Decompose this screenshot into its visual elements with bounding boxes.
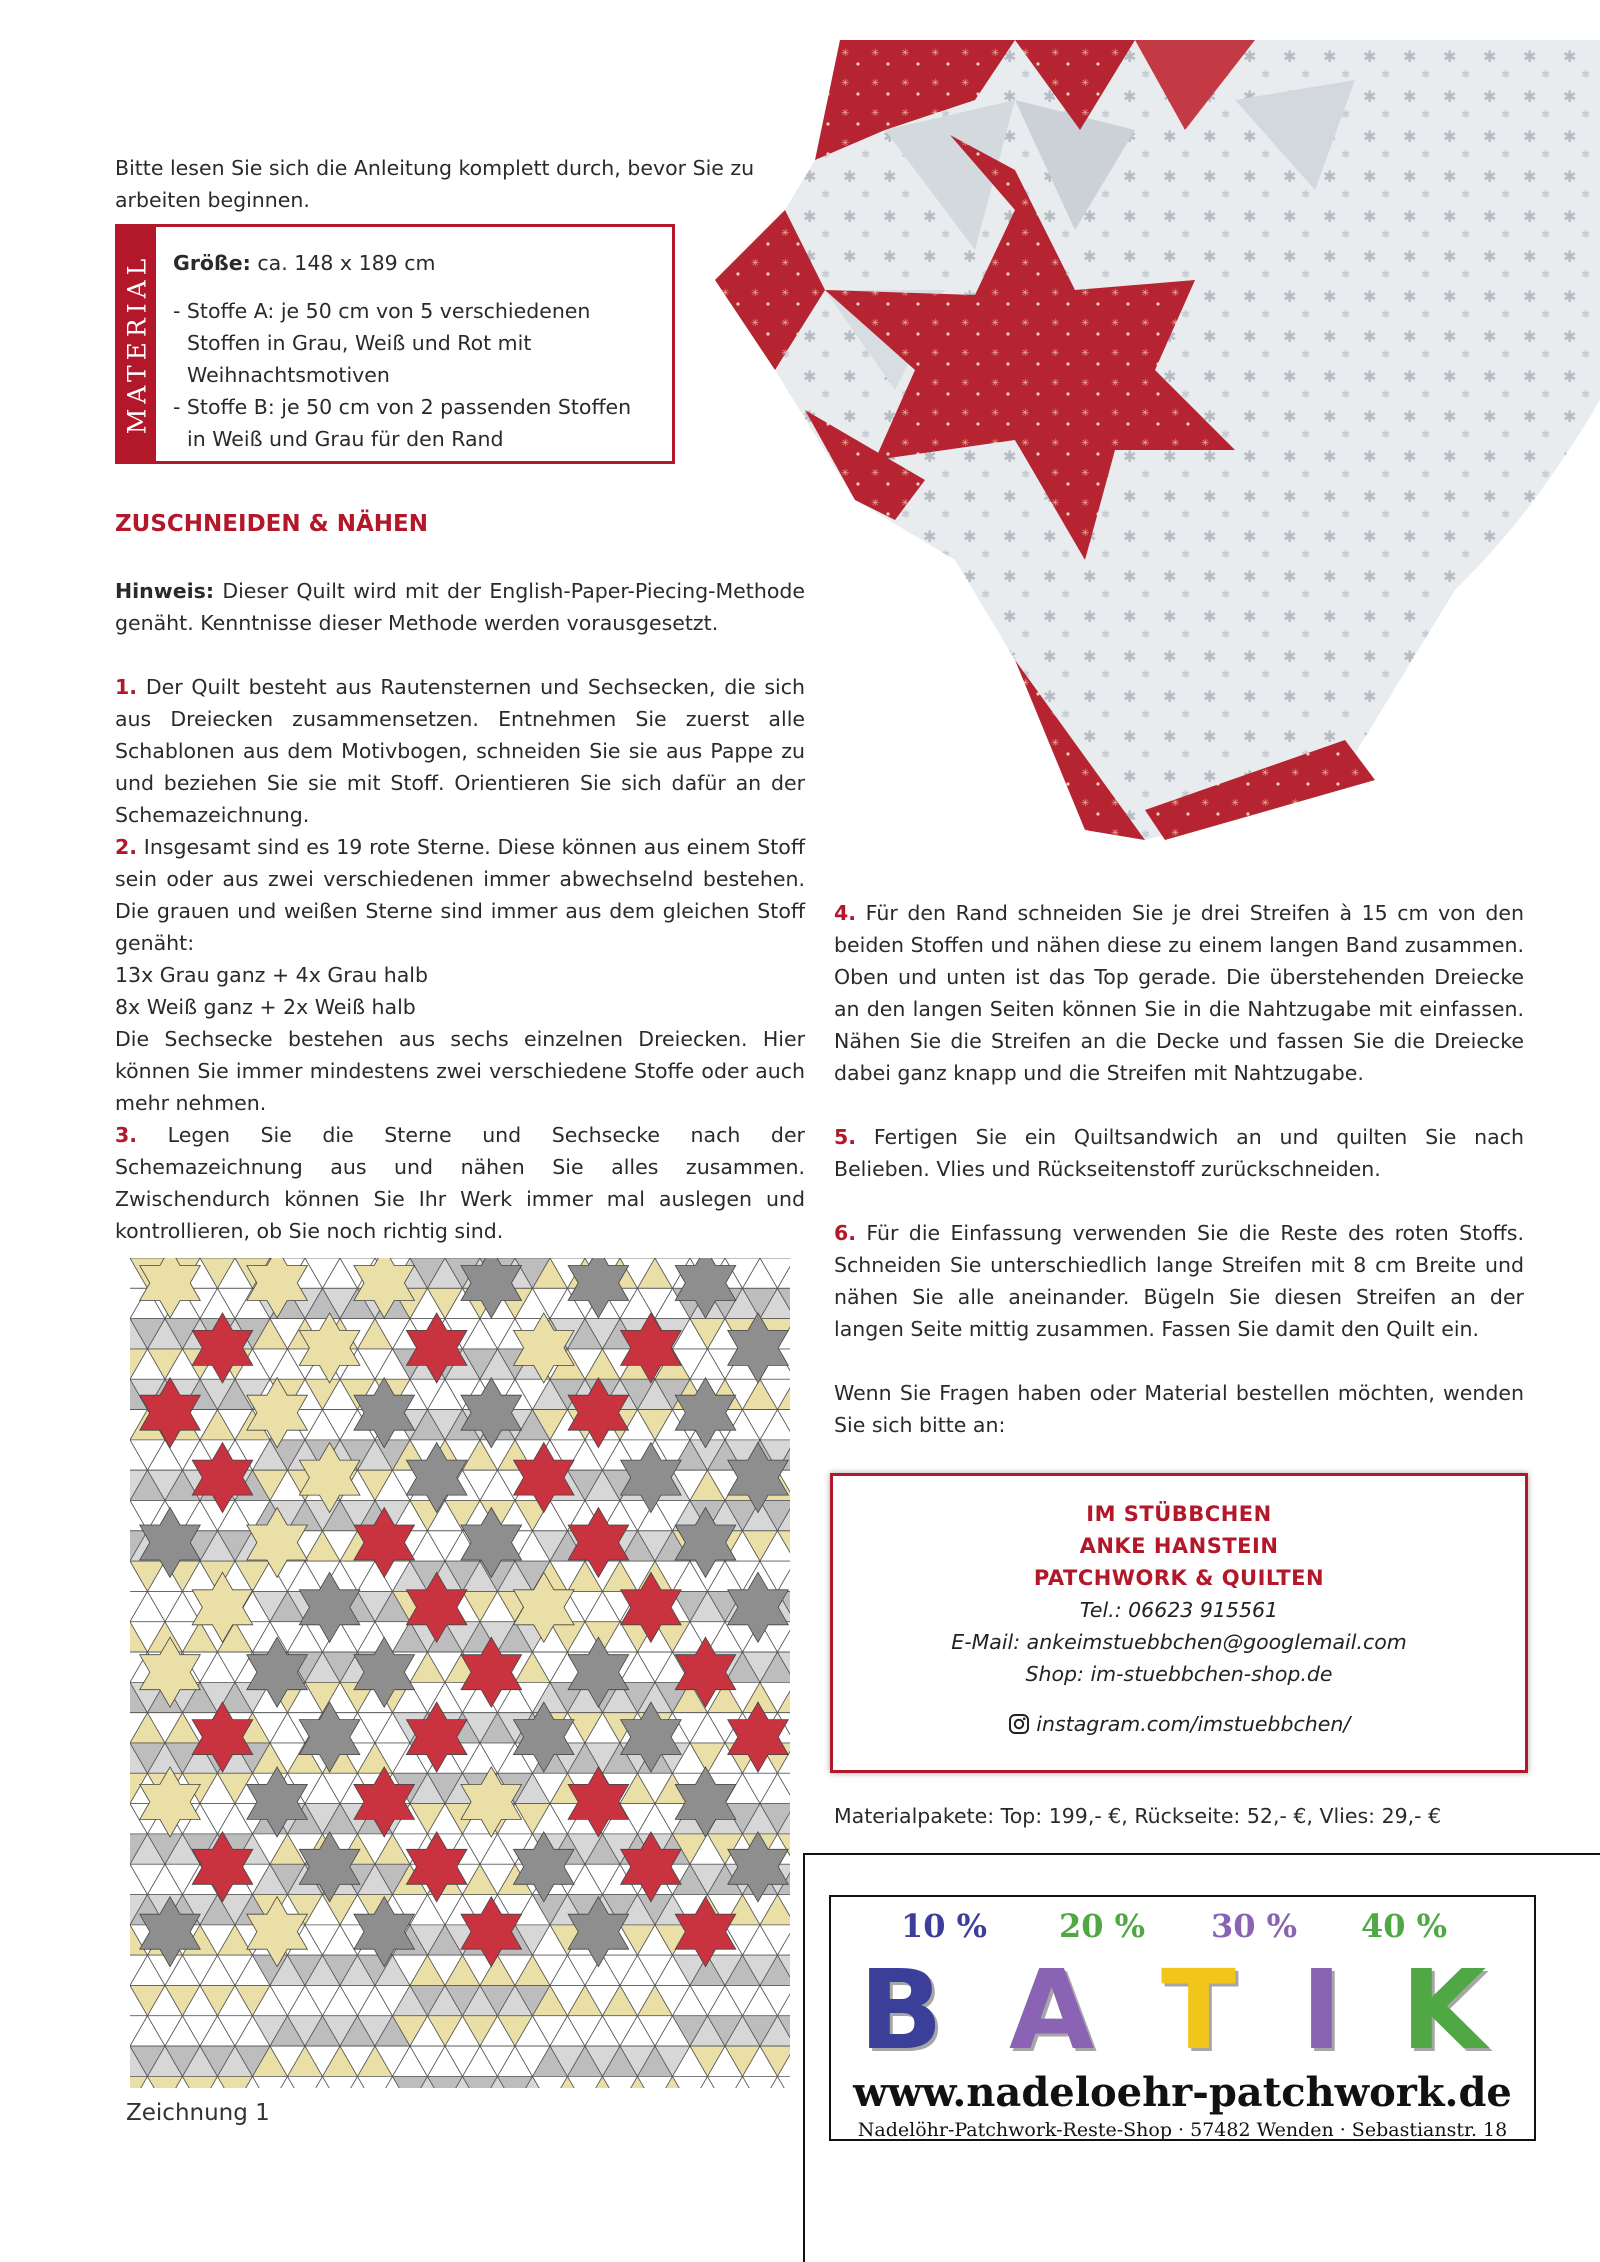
step-6 xyxy=(834,1217,1524,1345)
material-tab-label: MATERIAL xyxy=(122,253,152,435)
step-5-text: Fertigen Sie ein Quiltsandwich an und quilten Sie nach Belieben. Vlies und Rückseitenstoff zurückschneiden. xyxy=(834,1125,1524,1181)
step-1-text: Der Quilt besteht aus Rautensternen und Sechsecken, die sich aus Dreiecken zusammensetzen. Entnehmen Sie zuerst alle Schablonen aus dem Motivbogen, schneiden Sie sie aus Pappe zu und beziehen Sie sie mit Stoff. Orientieren Sie sich dafür an der Schemazeichnung. xyxy=(115,675,805,827)
material-packages: Materialpakete: Top: 199,- €, Rückseite: 52,- €, Vlies: 29,- € xyxy=(834,1804,1442,1828)
step-6-text: Für die Einfassung verwenden Sie die Reste des roten Stoffs. Schneiden Sie unterschiedlich lange Streifen mit 8 cm Breite und nähen Sie alle aneinander. Bügeln Sie diesen Streifen an der langen Seite mittig zusammen. Fassen Sie damit den Quilt ein. xyxy=(834,1221,1524,1341)
step-6-num: 6. xyxy=(834,1221,857,1245)
instagram-link[interactable]: instagram.com/imstuebbchen/ xyxy=(1036,1712,1351,1736)
batik-letter-k: K xyxy=(1401,1946,1487,2074)
batik-ad[interactable] xyxy=(803,1853,1600,2262)
material-box xyxy=(115,224,675,464)
size-label: Größe: xyxy=(173,251,251,275)
instagram-icon xyxy=(1008,1713,1030,1735)
section-title: ZUSCHNEIDEN & NÄHEN xyxy=(115,511,428,537)
quilt-schema-drawing xyxy=(130,1258,790,2088)
material-content xyxy=(173,247,656,455)
questions-text: Wenn Sie Fragen haben oder Material bestellen möchten, wenden Sie sich bitte an: xyxy=(834,1381,1524,1437)
ad-url[interactable]: www.nadeloehr-patchwork.de xyxy=(853,2069,1512,2116)
step-1-num: 1. xyxy=(115,675,138,699)
material-item-b: - Stoffe B: je 50 cm von 2 passenden Stoffen in Weiß und Grau für den Rand xyxy=(173,395,632,451)
discount-30: 30 % xyxy=(1211,1907,1298,1945)
batik-letter-i: I xyxy=(1301,1946,1342,2074)
step-4-num: 4. xyxy=(834,901,857,925)
step-4 xyxy=(834,897,1524,1089)
contact-email[interactable]: E-Mail: ankeimstuebbchen@googlemail.com xyxy=(951,1630,1407,1654)
step-1 xyxy=(115,671,805,831)
batik-letter-t: T xyxy=(1161,1946,1237,2074)
discount-20: 20 % xyxy=(1059,1907,1146,1945)
step-3 xyxy=(115,1119,805,1247)
hint-text: Dieser Quilt wird mit der English-Paper-Piecing-Methode genäht. Kenntnisse dieser Methode werden vorausgesetzt. xyxy=(115,579,805,635)
contact-instagram[interactable] xyxy=(833,1708,1525,1740)
step-2-text: Insgesamt sind es 19 rote Sterne. Diese können aus einem Stoff sein oder aus zwei verschiedenen immer abwechselnd bestehen. Die grauen und weißen Sterne sind immer aus dem gleichen Stoff genäht: xyxy=(115,835,805,955)
step-5-num: 5. xyxy=(834,1125,857,1149)
contact-shop-name: IM STÜBBCHEN xyxy=(1086,1502,1272,1526)
contact-shop-link[interactable]: Shop: im-stuebbchen-shop.de xyxy=(1025,1662,1333,1686)
hint-paragraph xyxy=(115,575,805,639)
contact-phone[interactable]: Tel.: 06623 915561 xyxy=(1079,1598,1279,1622)
ad-address: Nadelöhr-Patchwork-Reste-Shop · 57482 Wenden · Sebastianstr. 18 xyxy=(857,2119,1508,2141)
contact-owner: ANKE HANSTEIN xyxy=(1079,1534,1279,1558)
step-2 xyxy=(115,831,805,1119)
batik-letter-a: A xyxy=(1009,1946,1095,2074)
discount-40: 40 % xyxy=(1361,1907,1448,1945)
step-2-grey: 13x Grau ganz + 4x Grau halb xyxy=(115,963,428,987)
step-2-text2: Die Sechsecke bestehen aus sechs einzelnen Dreiecken. Hier können Sie immer mindestens zwei verschiedene Stoffe oder auch mehr nehmen. xyxy=(115,1027,805,1115)
step-2-white: 8x Weiß ganz + 2x Weiß halb xyxy=(115,995,416,1019)
drawing-caption: Zeichnung 1 xyxy=(126,2100,270,2126)
material-tab xyxy=(118,227,156,461)
step-3-num: 3. xyxy=(115,1123,138,1147)
quilt-photo xyxy=(715,40,1600,840)
material-item-a: - Stoffe A: je 50 cm von 5 verschiedenen Stoffen in Grau, Weiß und Rot mit Weihnachtsmotiven xyxy=(173,299,591,387)
step-2-num: 2. xyxy=(115,835,138,859)
batik-letter-b: B xyxy=(859,1946,943,2074)
intro-text: Bitte lesen Sie sich die Anleitung komplett durch, bevor Sie zu arbeiten beginnen. xyxy=(115,156,755,212)
material-size xyxy=(173,247,656,279)
batik-ad-frame xyxy=(829,1895,1536,2141)
step-5 xyxy=(834,1121,1524,1185)
step-4-text: Für den Rand schneiden Sie je drei Streifen à 15 cm von den beiden Stoffen und nähen diese zu einem langen Band zusammen. Oben und unten ist das Top gerade. Die überstehenden Dreiecke an den langen Seiten können Sie in die Nahtzugabe mit einfassen. Nähen Sie die Streifen an die Decke und fassen Sie die Dreiecke dabei ganz knapp und die Streifen mit Nahtzugabe. xyxy=(834,901,1524,1085)
step-3-text: Legen Sie die Sterne und Sechsecke nach der Schemazeichnung aus und nähen Sie alles zusammen. Zwischendurch können Sie Ihr Werk immer mal auslegen und kontrollieren, ob Sie noch richtig sind. xyxy=(115,1123,805,1243)
contact-box xyxy=(830,1473,1528,1773)
discount-10: 10 % xyxy=(901,1907,988,1945)
contact-subtitle: PATCHWORK & QUILTEN xyxy=(1033,1566,1325,1590)
hint-label: Hinweis: xyxy=(115,579,215,603)
size-value: ca. 148 x 189 cm xyxy=(257,251,436,275)
